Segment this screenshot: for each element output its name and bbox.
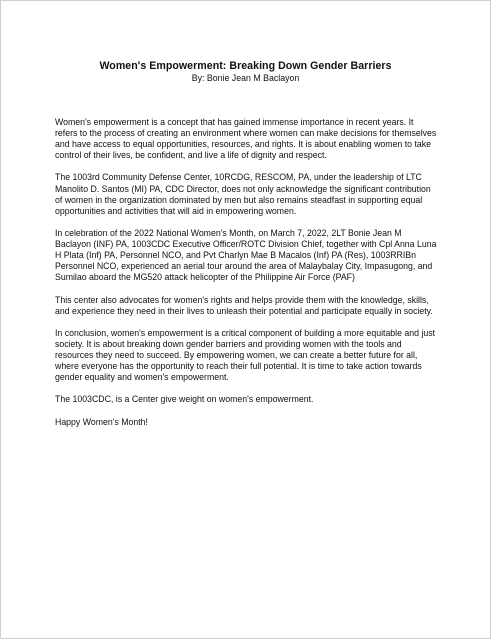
body-paragraph-conclusion: In conclusion, women's empowerment is a critical component of building a more equitable and just society. It is about breaking down gender barriers and providing women with the tools and resources they need to succeed. By empowering women, we can create a better future for all, where everyone has the opportunity to reach their full potential. It is time to take action towards gender equality and women's empowerment.: [55, 327, 436, 383]
body-paragraph-greeting: Happy Women's Month!: [55, 416, 148, 427]
document-body: [55, 117, 438, 439]
body-paragraph-advocacy: This center also advocates for women's rights and helps provide them with the knowledge, skills, and experience they need in their lives to unleash their potential and participate equally in society.: [55, 294, 433, 316]
body-paragraph-intro: Women's empowerment is a concept that has gained immense importance in recent years. It refers to the process of creating an environment where women can make decisions for themselves and have access to equal opportunities, resources, and rights. It is about enabling women to take control of their lives, be confident, and live a life of dignity and respect.: [55, 117, 437, 161]
document-byline: By: Bonie Jean M Baclayon: [191, 73, 300, 83]
document-title: Women's Empowerment: Breaking Down Gender Barriers: [99, 60, 392, 72]
body-paragraph-celebration: In celebration of the 2022 National Women's Month, on March 7, 2022, 2LT Bonie Jean M Baclayon (INF) PA, 1003CDC Executive Officer/ROTC Division Chief, together with Cpl Anna Luna H Plata (Inf) PA, Personnel NCO, and Pvt Charlyn Mae B Macalos (Inf) PA (Res), 1003RRIBn Personnel NCO, experienced an aerial tour around the area of Malaybalay City, Impasugong, and Sumilao aboard the MG520 attack helicopter of the Philippine Air Force (PAF): [55, 227, 437, 283]
body-paragraph-center: The 1003CDC, is a Center give weight on women's empowerment.: [55, 394, 314, 405]
body-paragraph-cdc: The 1003rd Community Defense Center, 10RCDG, RESCOM, PA, under the leadership of LTC Manolito D. Santos (MI) PA, CDC Director, does not only acknowledge the significant contribution of women in the organization dominated by men but also remains steadfast in supporting equal opportunities and activities that will aid in empowering women.: [55, 172, 431, 216]
